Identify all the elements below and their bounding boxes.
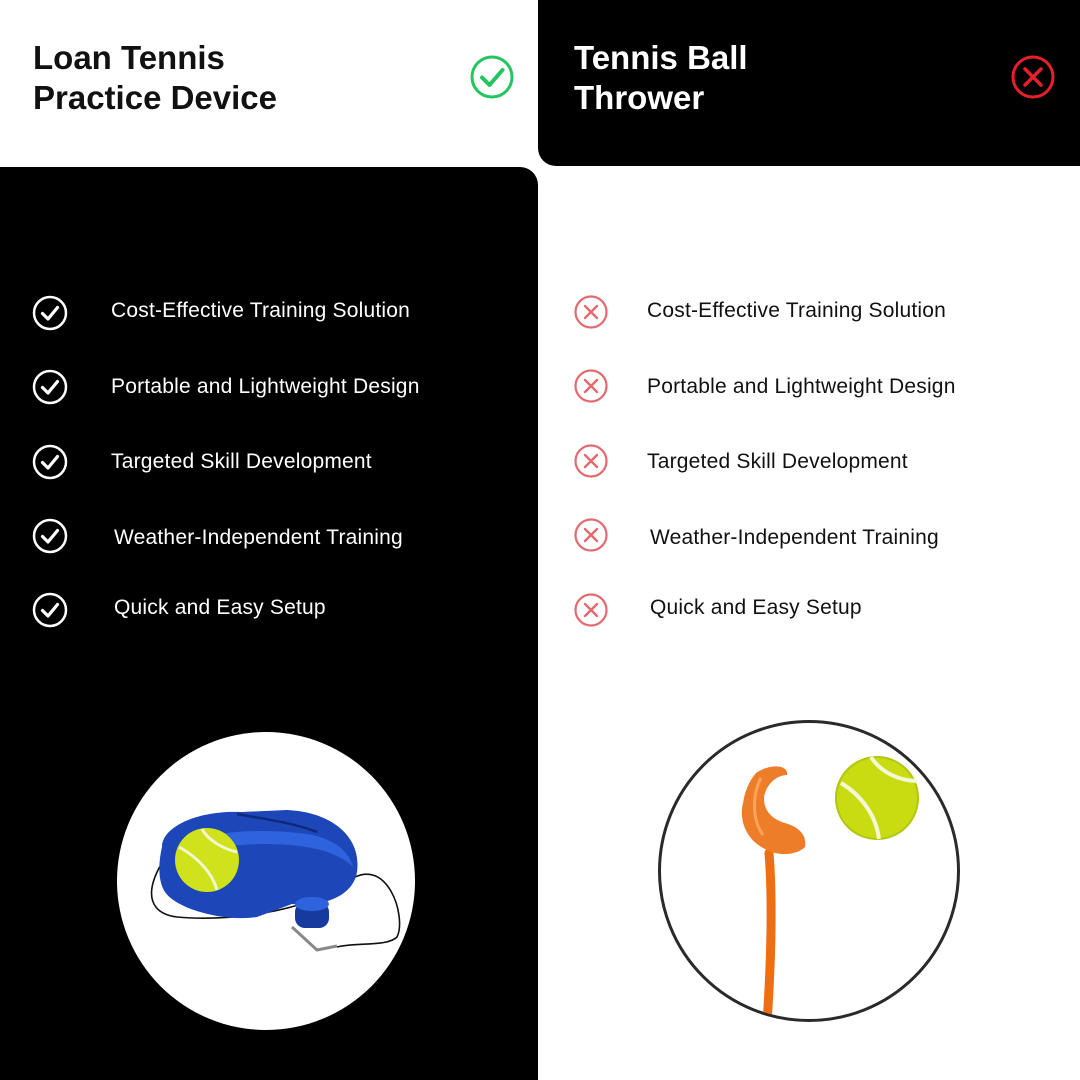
check-circle-icon <box>469 54 515 100</box>
x-circle-icon <box>573 294 609 330</box>
tennis-trainer-image-frame <box>117 732 415 1030</box>
right-feature-item: Cost-Effective Training Solution <box>647 299 946 322</box>
left-feature-item: Targeted Skill Development <box>111 450 372 473</box>
check-circle-icon <box>32 369 68 405</box>
x-circle-icon <box>1010 54 1056 100</box>
left-title: Loan Tennis Practice Device <box>33 39 278 116</box>
right-title: Tennis Ball Thrower <box>574 39 748 116</box>
check-circle-icon <box>32 444 68 480</box>
left-feature-item: Cost-Effective Training Solution <box>111 299 410 322</box>
x-circle-icon <box>573 368 609 404</box>
left-feature-item: Weather-Independent Training <box>114 526 403 549</box>
check-circle-icon <box>32 518 68 554</box>
x-circle-icon <box>573 517 609 553</box>
tennis-trainer-base-image <box>117 732 415 1030</box>
check-circle-icon <box>32 592 68 628</box>
x-circle-icon <box>573 443 609 479</box>
x-circle-icon <box>573 592 609 628</box>
left-feature-item: Quick and Easy Setup <box>114 596 326 619</box>
ball-thrower-image-frame <box>658 720 960 1022</box>
right-feature-item: Targeted Skill Development <box>647 450 908 473</box>
right-feature-item: Weather-Independent Training <box>650 526 939 549</box>
right-feature-item: Portable and Lightweight Design <box>647 375 956 398</box>
left-feature-item: Portable and Lightweight Design <box>111 375 420 398</box>
right-feature-item: Quick and Easy Setup <box>650 596 862 619</box>
check-circle-icon <box>32 295 68 331</box>
ball-thrower-image <box>661 723 957 1019</box>
